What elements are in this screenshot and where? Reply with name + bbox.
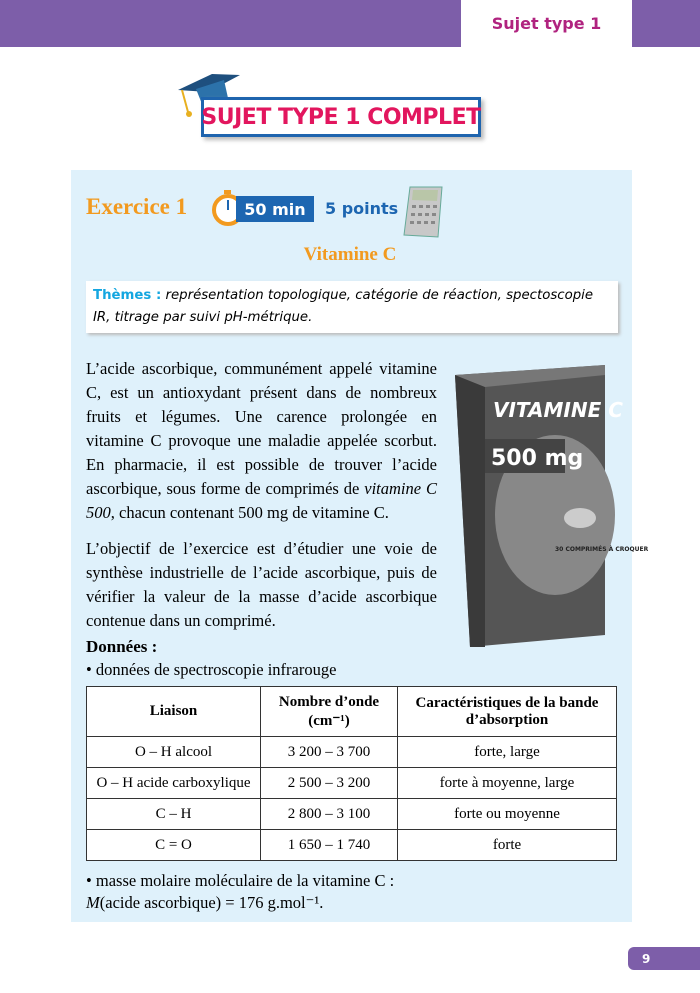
page-number: 9	[628, 947, 700, 970]
table-cell: O – H acide carboxylique	[87, 768, 261, 799]
molar-mass-formula	[86, 893, 323, 913]
ir-table	[86, 686, 617, 861]
formula-text: (acide ascorbique) = 176 g.mol⁻¹.	[99, 893, 324, 912]
table-cell: C = O	[87, 830, 261, 861]
table-cell: C – H	[87, 799, 261, 830]
box-brand: VITAMINE C	[493, 398, 623, 422]
table-header-row	[87, 687, 617, 737]
points-label: 5 points	[325, 199, 399, 218]
intro-text-end: , chacun contenant 500 mg de vitamine C.	[110, 503, 389, 522]
table-row	[87, 799, 617, 830]
box-dose: 500 mg	[491, 446, 584, 471]
intro-italic: vitamine C 500	[86, 479, 437, 522]
table-cell: 1 650 – 1 740	[261, 830, 398, 861]
themes-text: représentation topologique, catégorie de réaction, spectoscopie IR, titrage par suivi pH-métrique.	[93, 288, 594, 325]
section-tab: Sujet type 1	[461, 0, 632, 47]
intro-text: L’acide ascorbique, communément appelé vitamine C, est un antioxydant présent dans de nombreux fruits et légumes. Une carence prolongée en vitamine C provoque une maladie appelée scorbut. En pharmacie, il est possible de trouver l’acide ascorbique, sous forme de comprimés de	[86, 359, 437, 498]
table-cell: forte, large	[398, 737, 617, 768]
vitamin-box-image	[455, 365, 649, 647]
calculator-icon	[400, 185, 446, 239]
bullet-ir: • données de spectroscopie infrarouge	[86, 660, 337, 679]
table-cell: forte à moyenne, large	[398, 768, 617, 799]
page-title: SUJET TYPE 1 COMPLET	[201, 97, 481, 137]
themes-label: Thèmes :	[93, 288, 162, 303]
duration-badge: 50 min	[236, 196, 314, 222]
table-header: Caractéristiques de la bande d’absorption	[398, 687, 617, 737]
table-header: Nombre d’onde (cm⁻¹)	[261, 687, 398, 737]
table-row	[87, 768, 617, 799]
table-row	[87, 737, 617, 768]
table-cell: 2 800 – 3 100	[261, 799, 398, 830]
table-header: Liaison	[87, 687, 261, 737]
table-cell: forte ou moyenne	[398, 799, 617, 830]
table-cell: 3 200 – 3 700	[261, 737, 398, 768]
exercise-label: Exercice 1	[86, 194, 188, 219]
intro-paragraph	[86, 357, 437, 525]
table-cell: forte	[398, 830, 617, 861]
box-count: 30 COMPRIMÉS À CROQUER	[555, 546, 649, 553]
table-row	[87, 830, 617, 861]
bullet-molar-mass: • masse molaire moléculaire de la vitamine C :	[86, 871, 395, 890]
objective-paragraph: L’objectif de l’exercice est d’étudier une voie de synthèse industrielle de l’acide ascorbique, puis de vérifier la valeur de la masse d’acide ascorbique contenue dans un comprimé.	[86, 539, 437, 630]
table-cell: 2 500 – 3 200	[261, 768, 398, 799]
data-heading: Données :	[86, 637, 158, 656]
formula-symbol: M	[86, 893, 100, 912]
table-cell: O – H alcool	[87, 737, 261, 768]
exercise-subtitle: Vitamine C	[303, 244, 397, 265]
themes-box	[86, 281, 618, 333]
